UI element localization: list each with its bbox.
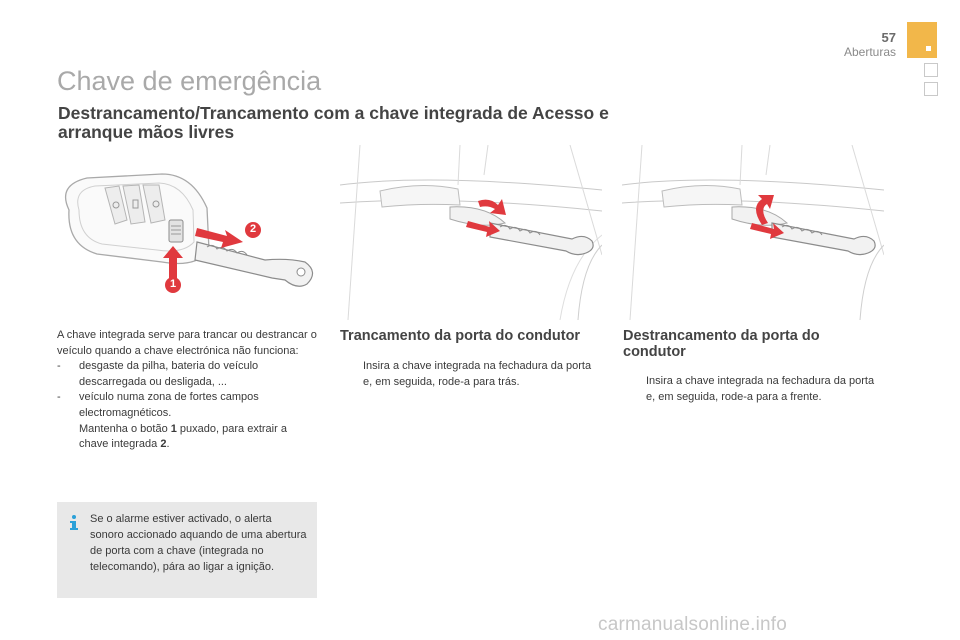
section-tab[interactable]	[924, 82, 938, 96]
bullet-marker: -	[57, 360, 61, 373]
locking-section	[340, 329, 600, 390]
info-box	[57, 502, 317, 598]
door-unlocking-illustration	[622, 145, 884, 320]
checkbox-marker-icon	[623, 373, 646, 405]
callout-1: 1	[169, 278, 177, 290]
section-name: Aberturas	[843, 45, 896, 59]
bullet-text: desgaste da pilha, bateria do veículo descarregada ou desligada, ...	[79, 360, 259, 388]
watermark: carmanualsonline.info	[598, 614, 788, 635]
intro-text	[57, 328, 319, 453]
key-reference: 2	[160, 438, 167, 451]
unlocking-section	[623, 329, 885, 405]
section-tab[interactable]	[924, 63, 938, 77]
info-text: Se o alarme estiver activado, o alerta sonoro accionado aquando de uma abertura de porta com a chave (integrada no telecomando), pára ao ligar a ignição.	[90, 513, 307, 573]
checkbox-marker-icon	[57, 422, 79, 453]
instruction-part: puxado, para extrair a chave integrada	[79, 422, 287, 451]
instruction-text	[79, 422, 319, 453]
unlocking-title: Destrancamento da porta do condutor	[623, 328, 820, 360]
button-reference: 1	[170, 422, 177, 435]
unlocking-instruction	[623, 373, 885, 405]
checkbox-marker-icon	[340, 358, 363, 390]
section-tab-active[interactable]	[907, 22, 937, 58]
instruction-part: Mantenha o botão	[79, 422, 171, 435]
door-lock-drawing	[340, 145, 602, 320]
list-item	[57, 359, 319, 390]
bullet-text: veículo numa zona de fortes campos electromagnéticos.	[79, 391, 259, 419]
locking-instruction	[340, 358, 600, 390]
page-number: 57	[881, 30, 896, 45]
instruction-item	[57, 422, 319, 453]
integrated-key-illustration	[57, 150, 319, 322]
list-item	[57, 390, 319, 421]
callout-2: 2	[249, 223, 257, 235]
intro-lead: A chave integrada serve para trancar ou destrancar o veículo quando a chave electrónica não funciona:	[57, 329, 317, 357]
locking-text: Insira a chave integrada na fechadura da porta e, em seguida, rode-a para trás.	[363, 359, 592, 388]
list-item	[623, 373, 885, 405]
door-locking-illustration	[340, 145, 602, 320]
list-item	[340, 358, 600, 390]
section-subtitle: Destrancamento/Trancamento com a chave integrada de Acesso e arranque mãos livres	[58, 103, 609, 142]
door-unlock-drawing	[622, 145, 884, 320]
bullet-marker: -	[57, 391, 61, 404]
unlocking-text: Insira a chave integrada na fechadura da porta e, em seguida, rode-a para a frente.	[646, 375, 875, 403]
page-title: Chave de emergência	[57, 66, 322, 96]
instruction-part: .	[166, 438, 170, 451]
info-icon	[67, 514, 81, 530]
key-drawing	[57, 150, 319, 322]
locking-title: Trancamento da porta do condutor	[340, 328, 581, 344]
tab-marker-icon	[926, 46, 931, 51]
